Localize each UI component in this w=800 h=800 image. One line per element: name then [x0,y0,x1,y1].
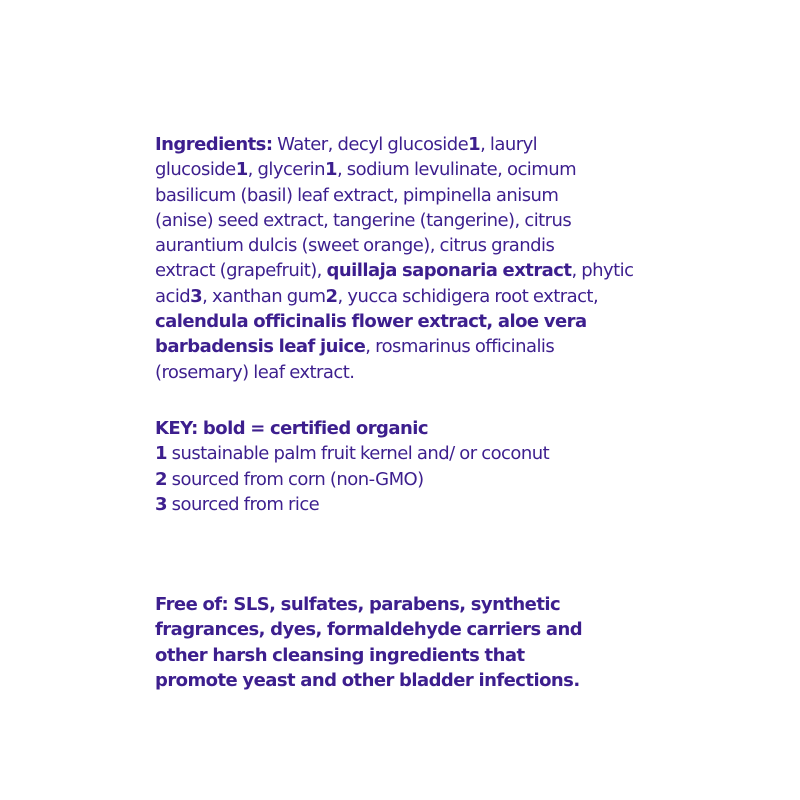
ingredients-paragraph [155,132,635,385]
ingredients-line [155,258,635,283]
key-note [155,441,635,466]
key-note-text: sourced from rice [166,493,320,515]
key-note [155,467,635,492]
ingredient-text: basilicum (basil) leaf extract, pimpinella anisum [155,184,559,206]
ingredient-text: , glycerin [247,159,325,181]
ingredients-line [155,233,635,258]
ingredient-bold-text: 1 [235,159,248,181]
ingredients-line [155,183,635,208]
ingredients-line [155,284,635,309]
free-of-line: Free of: SLS, sulfates, parabens, synthetic [155,594,561,615]
ingredients-line [155,132,635,157]
key-note-text: sourced from corn (non-GMO) [166,468,424,490]
ingredient-text: (anise) seed extract, tangerine (tangerine), citrus [155,209,572,231]
ingredient-bold-text: 1 [324,159,337,181]
free-of-line: other harsh cleansing ingredients that [155,644,525,666]
ingredient-bold-text: quillaja saponaria extract [326,260,572,282]
ingredient-bold-text: calendula officinalis flower extract, aloe vera [155,311,587,333]
ingredient-text: acid [155,285,191,307]
free-of-line: fragrances, dyes, formaldehyde carriers and [155,619,583,641]
key-note-number: 1 [155,443,167,465]
ingredient-bold-text: 2 [325,285,338,307]
ingredients-line [155,157,635,182]
key-title: KEY: bold = certified organic [155,418,428,439]
ingredient-text: aurantium dulcis (sweet orange), citrus grandis [155,235,555,257]
key-note-number: 3 [155,493,167,515]
ingredient-text: glucoside [155,159,236,181]
key-note [155,492,635,517]
ingredient-text: , yucca schidigera root extract, [337,285,599,307]
ingredient-text: , lauryl [480,134,538,155]
ingredient-text: , sodium levulinate, ocimum [336,159,577,181]
ingredients-label: Ingredients: [155,134,273,155]
ingredients-line [155,208,635,233]
key-note-number: 2 [155,468,167,490]
ingredient-text: , rosmarinus officinalis [365,336,555,358]
ingredient-text: Water, decyl glucoside [272,134,469,155]
ingredient-text: extract (grapefruit), [155,260,327,282]
ingredient-bold-text: barbadensis leaf juice [155,336,366,358]
ingredients-line [155,334,635,359]
ingredient-bold-text: 3 [190,285,203,307]
ingredient-text: (rosemary) leaf extract. [155,361,355,383]
key-legend [155,416,635,517]
ingredients-line [155,309,635,334]
free-of-statement [155,592,635,693]
ingredients-line [155,360,635,385]
ingredient-text: , phytic [571,260,634,282]
ingredient-bold-text: 1 [468,134,481,155]
key-note-text: sustainable palm fruit kernel and/ or coconut [166,443,550,465]
free-of-line: promote yeast and other bladder infections. [155,669,580,691]
ingredient-text: , xanthan gum [202,285,326,307]
